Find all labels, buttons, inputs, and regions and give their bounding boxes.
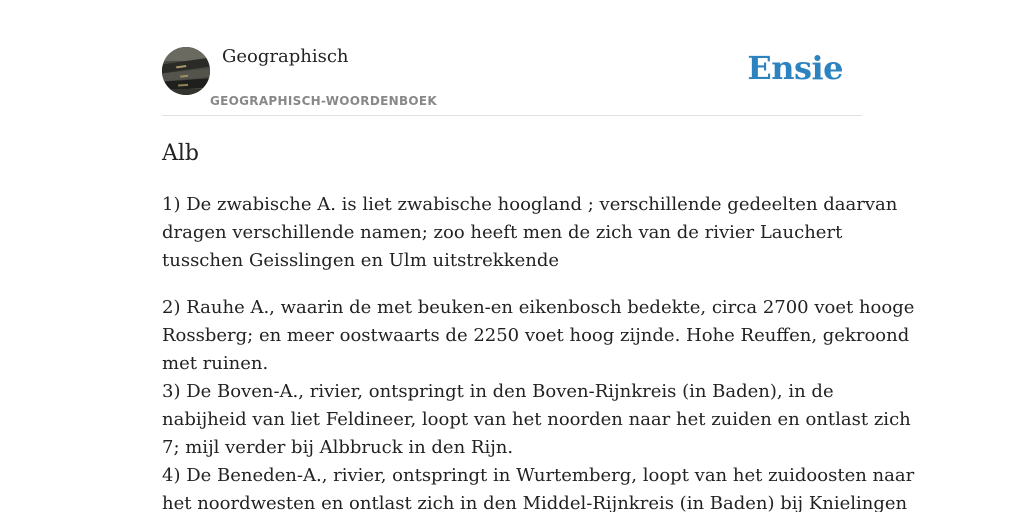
paragraph-line: nabijheid van liet Feldineer, loopt van het noorden naar het zuiden en ontlast zich — [162, 409, 911, 430]
paragraph-line: 7; mijl verder bij Albbruck in den Rijn. — [162, 437, 514, 458]
site-subtitle[interactable]: GEOGRAPHISCH-WOORDENBOEK — [210, 94, 437, 108]
entry-title: Alb — [162, 141, 200, 166]
paragraph-line: dragen verschillende namen; zoo heeft men de zich van de rivier Lauchert — [162, 222, 843, 243]
paragraph-line: 3) De Boven-A., rivier, ontspringt in den Boven-Rijnkreis (in Baden), in de — [162, 381, 834, 402]
paragraph-line: 4) De Beneden-A., rivier, ontspringt in Wurtemberg, loopt van het zuidoosten naar — [162, 465, 915, 486]
entry-content — [162, 137, 915, 512]
paragraph-line: 1) De zwabische A. is liet zwabische hoogland ; verschillende gedeelten daarvan — [162, 194, 898, 215]
paragraph-line: met ruinen. — [162, 353, 269, 374]
paragraph-line: Rossberg; en meer oostwaarts de 2250 voet hoog zijnde. Hohe Reuffen, gekroond — [162, 325, 910, 346]
avatar[interactable] — [162, 47, 210, 95]
brand-logo[interactable]: Ensie — [747, 49, 843, 87]
paragraph-line: het noordwesten en ontlast zich in den Middel-Rijnkreis (in Baden) bij Knielingen — [162, 493, 908, 512]
entry-paragraph — [162, 294, 915, 512]
paragraph-line: 2) Rauhe A., waarin de met beuken-en eikenbosch bedekte, circa 2700 voet hooge — [162, 297, 915, 318]
paragraph-line: tusschen Geisslingen en Ulm uitstrekkende — [162, 250, 560, 271]
entry-paragraph — [162, 191, 898, 275]
site-name-link[interactable]: Geographisch — [222, 46, 349, 67]
book-stack-icon — [162, 47, 210, 95]
site-header — [162, 40, 862, 116]
